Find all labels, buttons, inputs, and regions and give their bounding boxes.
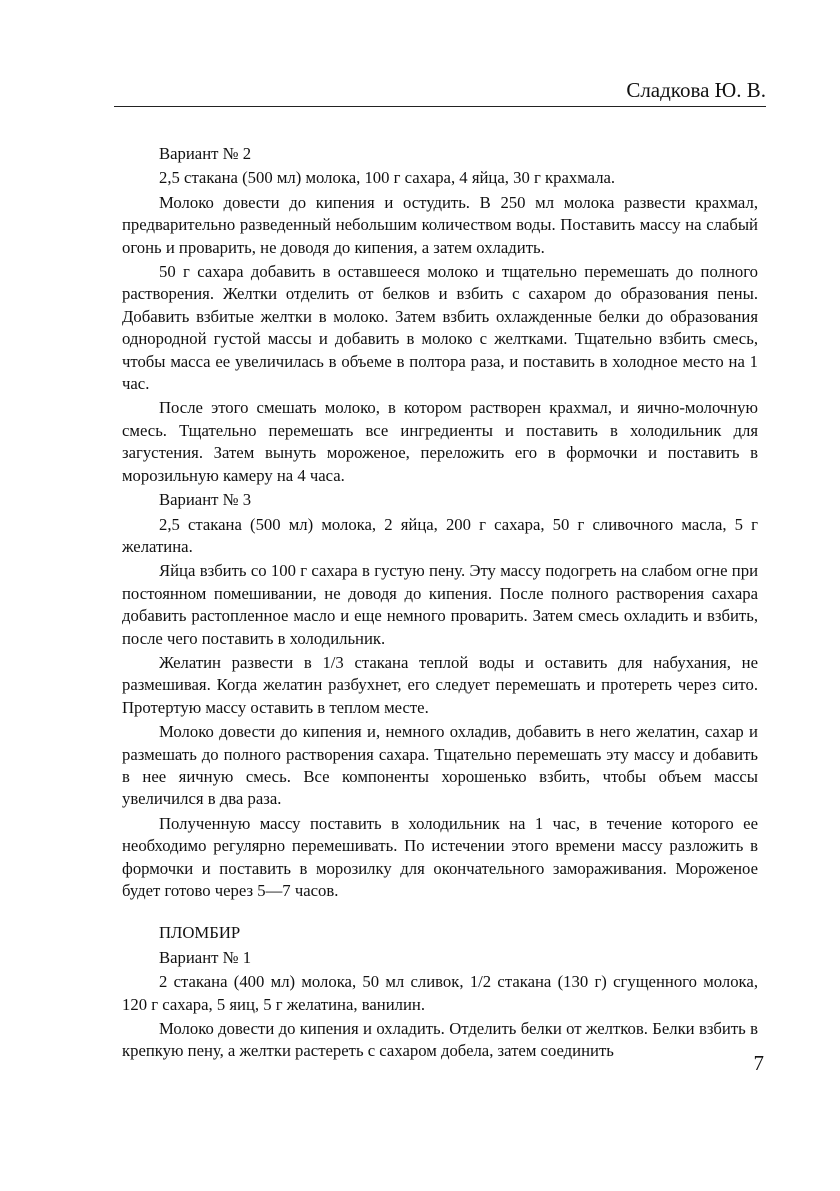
variant-3-paragraph-3: Молоко довести до кипения и, немного охладив, добавить в него желатин, сахар и размешать до полного растворения сахара. Тщательно перемешать эту массу и добавить в нее яичную смесь. Все компоненты хорошенько взбить, чтобы объем массы увеличился в два раза. bbox=[122, 722, 758, 809]
variant-2-paragraph-1: Молоко довести до кипения и остудить. В 250 мл молока развести крахмал, предварительно разведенный небольшим количеством воды. Поставить массу на слабый огонь и проварить, не доводя до кипения, а затем охладить. bbox=[122, 192, 758, 257]
plombir-ingredients: 2 стакана (400 мл) молока, 50 мл сливок, 1/2 стакана (130 г) сгущенного молока, 120 г сахара, 5 яиц, 5 г желатина, ванилин. bbox=[122, 972, 758, 1014]
variant-3-title: Вариант № 3 bbox=[159, 490, 252, 510]
variant-2-title: Вариант № 2 bbox=[159, 144, 252, 163]
plombir-section-title: ПЛОМБИР bbox=[159, 923, 241, 943]
plombir-variant-1-title: Вариант № 1 bbox=[159, 947, 252, 967]
variant-3-paragraph-1: Яйца взбить со 100 г сахара в густую пену. Эту массу подогреть на слабом огне при постоянном помешивании, не доводя до кипения. После полного растворения сахара добавить растопленное масло и еще немного проварить. Затем смесь охладить и взбить, после чего поставить в холодильник. bbox=[122, 561, 758, 648]
variant-2-paragraph-3: После этого смешать молоко, в котором растворен крахмал, и яично-молочную смесь. Тщательно перемешать все ингредиенты и поставить в холодильник для загустения. Затем вынуть мороженое, переложить его в формочки и поставить в морозильную камеру на 4 часа. bbox=[122, 398, 758, 485]
variant-2-paragraph-2: 50 г сахара добавить в оставшееся молоко и тщательно перемешать до полного растворения. Желтки отделить от белков и взбить с сахаром до образования пены. Добавить взбитые желтки в молоко. Затем взбить охлажденные белки до образования однородной густой массы и добавить в молоко с желтками. Тщательно взбить смесь, чтобы масса ее увеличилась в объеме в полтора раза, и поставить в холодное место на 1 час. bbox=[122, 262, 758, 394]
variant-3-paragraph-4: Полученную массу поставить в холодильник на 1 час, в течение которого ее необходимо регулярно перемешивать. По истечении этого времени массу разложить в формочки и поставить в морозилку для окончательного замораживания. Мороженое будет готово через 5—7 часов. bbox=[122, 813, 758, 900]
variant-3-ingredients: 2,5 стакана (500 мл) молока, 2 яйца, 200 г сахара, 50 г сливочного масла, 5 г желатина. bbox=[122, 514, 758, 556]
variant-3-paragraph-2: Желатин развести в 1/3 стакана теплой воды и оставить для набухания, не размешивая. Когда желатин разбухнет, его следует перемешать и протереть через сито. Протертую массу оставить в теплом месте. bbox=[122, 652, 758, 717]
variant-2-ingredients: 2,5 стакана (500 мл) молока, 100 г сахара, 4 яйца, 30 г крахмала. bbox=[159, 168, 616, 188]
plombir-paragraph-1: Молоко довести до кипения и охладить. Отделить белки от желтков. Белки взбить в крепкую пену, а желтки растереть с сахаром добела, затем соединить bbox=[122, 1019, 758, 1061]
header-author: Сладкова Ю. В. bbox=[626, 78, 766, 102]
page-body bbox=[122, 143, 758, 1063]
page-number: 7 bbox=[753, 1051, 764, 1075]
section-spacer bbox=[122, 902, 758, 922]
running-header bbox=[114, 66, 766, 107]
